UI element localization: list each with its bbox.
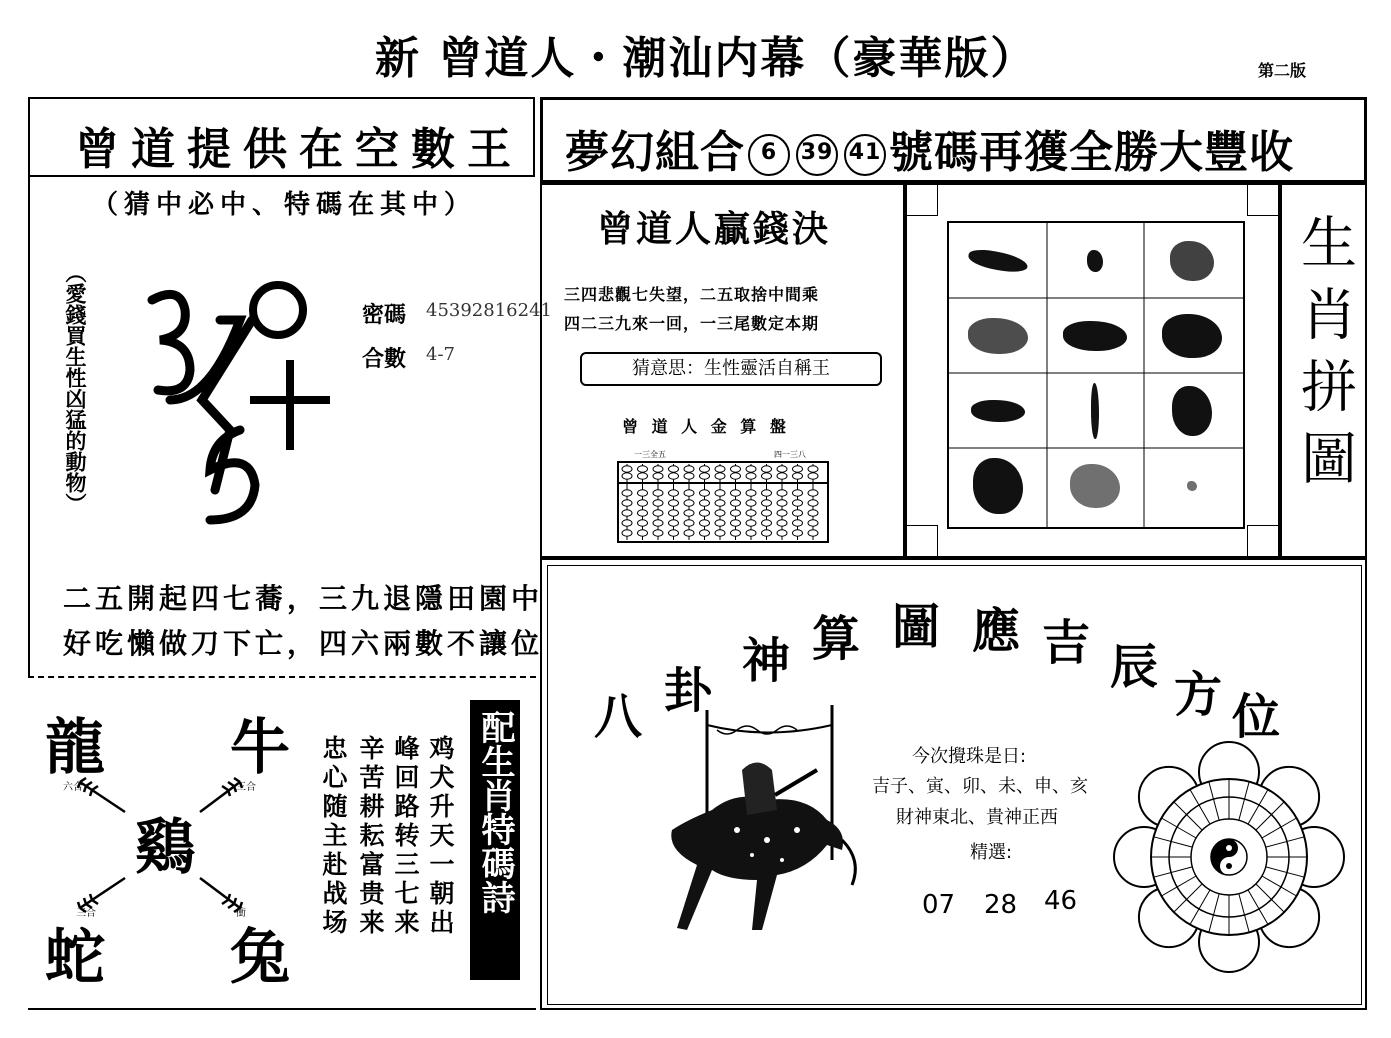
bagua-title-char: 神: [742, 633, 791, 689]
abacus: [617, 461, 829, 543]
sum-label: 合數: [362, 347, 407, 372]
pick-number-3: 46: [1044, 886, 1078, 916]
banner-text: [565, 116, 1294, 180]
banner: [540, 97, 1367, 183]
puzzle-title: 生肖拼圖: [1292, 213, 1357, 501]
bagua-title-char: 方: [1174, 667, 1223, 723]
bagua-title-char: 算: [812, 611, 861, 667]
bagua-title-char: 吉: [1042, 615, 1091, 671]
relation-arrows: [60, 770, 260, 920]
info-line-4: 精選:: [970, 842, 1013, 863]
puzzle-corner-bl: [907, 525, 938, 556]
puzzle-grid: [947, 221, 1245, 529]
bagua-compass-chart: [1112, 740, 1347, 975]
banner-pre: 夢幻組合: [565, 127, 745, 178]
zodiac-ox: 牛: [230, 713, 290, 783]
info-line-1: 今次攪珠是日:: [912, 746, 1027, 767]
bagua-title-char: 卦: [664, 663, 713, 719]
win-line-2: 四二三九來一回，一三尾數定本期: [564, 314, 820, 333]
zodiac-snake: 蛇: [45, 923, 105, 993]
bagua-title-char: 應: [972, 603, 1021, 659]
puzzle-corner-br: [1247, 525, 1278, 556]
tag-six-harmony: 六合: [63, 782, 83, 793]
info-line-3: 財神東北、貴神正西: [896, 807, 1058, 828]
poem-line-2: 好吃懶做刀下亡，四六兩數不讓位: [63, 627, 544, 660]
left-subtitle: （猜中必中、特碼在其中）: [92, 190, 477, 220]
poem-col-4: 忠心随主赴战场: [319, 735, 348, 938]
banner-post: 號碼再獲全勝大豐收: [889, 127, 1294, 178]
number-sketch: [140, 280, 340, 530]
win-title: 曾道人贏錢決: [597, 208, 832, 250]
zodiac-rooster: 鷄: [135, 813, 195, 883]
poem-col-2: 峰回路转三七来: [391, 735, 420, 938]
puzzle-frame: [905, 183, 1280, 558]
puzzle-corner-tl: [907, 185, 938, 216]
left-title-box: [28, 97, 535, 177]
tag-clash: 衝: [236, 908, 246, 919]
side-riddle: （愛錢買生性凶猛的動物）: [63, 262, 88, 514]
code-label: 密碼: [362, 303, 407, 328]
win-line-1: 三四悲觀七失望，二五取捨中間乘: [564, 285, 820, 304]
poem-col-1: 鸡犬升天一朝出: [426, 735, 455, 938]
guess-text: 猜意思：生性靈活自稱王: [632, 358, 830, 379]
poem-line-1: 二五開起四七蕎，三九退隱田園中: [63, 582, 544, 615]
bagua-title-char: 圖: [892, 599, 941, 655]
bagua-title-char: 位: [1232, 689, 1281, 745]
sum-value: 4-7: [426, 344, 455, 365]
poem-col-3: 辛苦耕耘富贵来: [356, 735, 385, 938]
warrior-horse-illustration: [657, 700, 867, 1000]
pick-number-2: 28: [984, 890, 1018, 920]
tag-triple-top: 三合: [236, 782, 256, 793]
banner-num-3: 41: [844, 134, 886, 176]
info-line-2: 吉子、寅、卯、未、申、亥: [872, 776, 1088, 797]
puzzle-title-box: [1280, 183, 1367, 558]
bagua-panel: [540, 558, 1367, 1010]
abacus-label-left: 一三全五: [634, 450, 666, 459]
divider: [28, 676, 536, 678]
win-box: [540, 183, 905, 558]
guess-box: [580, 352, 882, 386]
pick-number-1: 07: [922, 890, 956, 920]
poem-title: 配生肖特碼詩: [475, 710, 515, 914]
bottom-rule: [28, 1008, 536, 1010]
page-title: 新 曾道人・潮汕内幕（豪華版）: [375, 33, 1037, 84]
bagua-title-char: 八: [594, 689, 643, 745]
left-title: 曾道提供在空數王: [75, 124, 523, 175]
banner-num-1: 6: [748, 134, 790, 176]
code-value: 45392816241: [426, 300, 552, 321]
puzzle-corner-tr: [1247, 185, 1278, 216]
abacus-title: 曾 道 人 金 算 盤: [622, 417, 790, 436]
edition-label: 第二版: [1258, 61, 1307, 80]
banner-num-2: 39: [796, 134, 838, 176]
puzzle-grid-lines: [949, 223, 1243, 527]
bagua-title-char: 辰: [1110, 639, 1159, 695]
tag-triple-bottom: 三合: [76, 908, 96, 919]
abacus-label-right: 四一三八: [774, 450, 806, 459]
zodiac-rabbit: 兔: [230, 923, 290, 993]
zodiac-dragon: 龍: [45, 713, 105, 783]
